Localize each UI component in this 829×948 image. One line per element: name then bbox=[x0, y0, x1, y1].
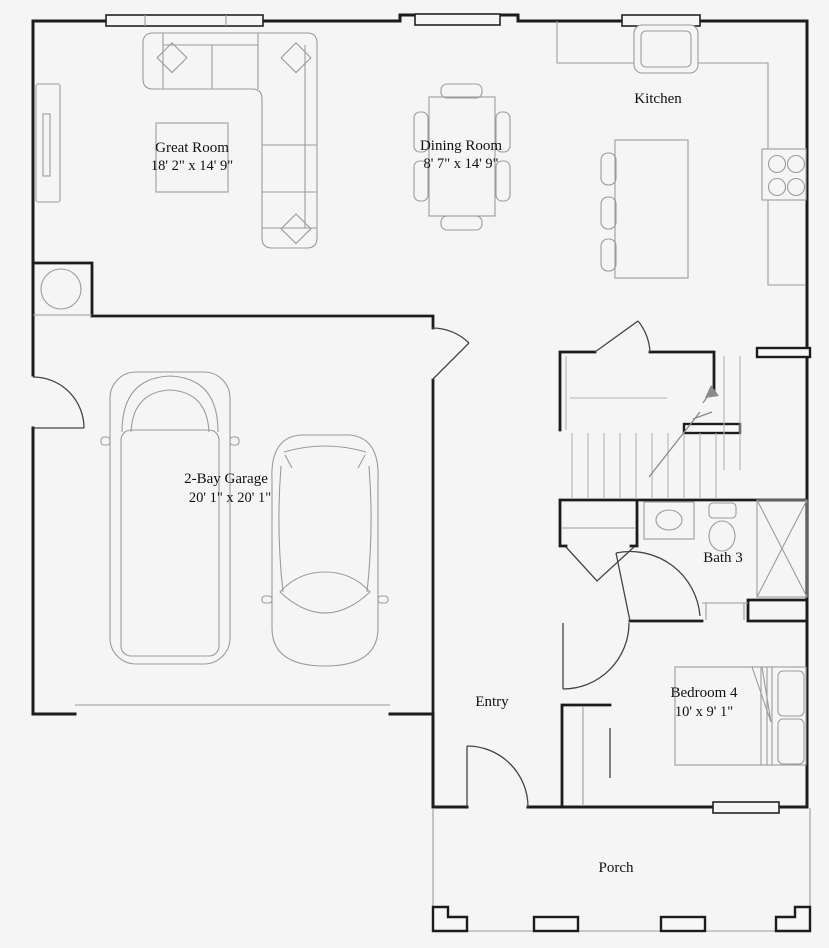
bedroom4-label: Bedroom 4 bbox=[670, 685, 738, 701]
toilet-tank-icon bbox=[709, 503, 736, 518]
great-room-label: Great Room bbox=[155, 140, 229, 156]
bedroom4-dimensions: 10' x 9' 1" bbox=[674, 704, 734, 720]
throw-pillow-icon bbox=[281, 43, 311, 73]
porch-label: Porch bbox=[598, 860, 634, 876]
kitchen-fixtures bbox=[557, 21, 806, 285]
kitchen-label: Kitchen bbox=[634, 91, 682, 107]
tv-console-icon bbox=[36, 84, 60, 202]
bath-fixtures bbox=[562, 500, 807, 620]
throw-pillow-icon bbox=[281, 214, 311, 244]
throw-pillow-icon bbox=[157, 43, 187, 73]
pillow-icon bbox=[778, 719, 804, 764]
garage-label: 2-Bay Garage bbox=[184, 471, 268, 487]
bedroom-window-icon bbox=[713, 802, 779, 813]
bar-stool-icon bbox=[601, 197, 616, 229]
vanity-icon bbox=[644, 502, 694, 539]
doors bbox=[33, 321, 700, 807]
garage-entry-door-icon bbox=[432, 328, 469, 380]
garage-side-door-icon bbox=[33, 377, 84, 428]
bath-sink-icon bbox=[656, 510, 682, 530]
dining-window-icon bbox=[415, 14, 500, 25]
stair-railing-icon bbox=[684, 424, 740, 433]
water-heater-icon bbox=[41, 269, 81, 309]
dining-chair-icon bbox=[441, 84, 482, 98]
dining-room-label: Dining Room bbox=[419, 138, 503, 154]
bar-stool-icon bbox=[601, 153, 616, 185]
dining-room-dimensions: 8' 7" x 14' 9" bbox=[423, 156, 499, 172]
toilet-bowl-icon bbox=[709, 521, 735, 551]
bedroom-door-icon bbox=[563, 623, 629, 689]
kitchen-island-icon bbox=[615, 140, 688, 278]
garage-top-wall bbox=[33, 263, 433, 328]
bath-door-icon bbox=[616, 552, 700, 621]
sedan-icon bbox=[262, 435, 388, 666]
bar-stool-icon bbox=[601, 239, 616, 271]
room-labels bbox=[151, 91, 743, 876]
bath3-label: Bath 3 bbox=[703, 550, 743, 566]
great-room-dimensions: 18' 2" x 14' 9" bbox=[150, 158, 234, 174]
pillow-icon bbox=[778, 671, 804, 716]
porch-post-icon bbox=[661, 917, 705, 931]
porch-post-icon bbox=[433, 907, 467, 931]
stair-hall-walls bbox=[560, 352, 714, 430]
stair-arrowhead-icon bbox=[705, 385, 719, 398]
garage-dimensions: 20' 1" x 20' 1" bbox=[188, 490, 272, 506]
interior-walls bbox=[33, 263, 807, 807]
garage-contents bbox=[33, 269, 388, 666]
linen-closet-icon bbox=[702, 603, 748, 620]
suv-icon bbox=[101, 372, 239, 664]
great-room-window-icon bbox=[106, 15, 263, 26]
entry-closet-walls bbox=[562, 705, 610, 807]
exterior-wall-bottom bbox=[390, 714, 807, 807]
kitchen-window-icon bbox=[622, 15, 700, 26]
porch-post-icon bbox=[534, 917, 578, 931]
dining-chair-icon bbox=[441, 216, 482, 230]
pantry-door-icon bbox=[595, 321, 650, 352]
stair-ledge-icon bbox=[757, 348, 810, 357]
porch-post-icon bbox=[776, 907, 810, 931]
shower-x-icon bbox=[757, 500, 807, 597]
sofa-cushion-lines-icon bbox=[163, 33, 317, 228]
front-door-icon bbox=[467, 746, 528, 807]
entry-label: Entry bbox=[475, 694, 509, 710]
tv-icon bbox=[43, 114, 50, 176]
bed-sheet-lines-icon bbox=[752, 667, 772, 765]
